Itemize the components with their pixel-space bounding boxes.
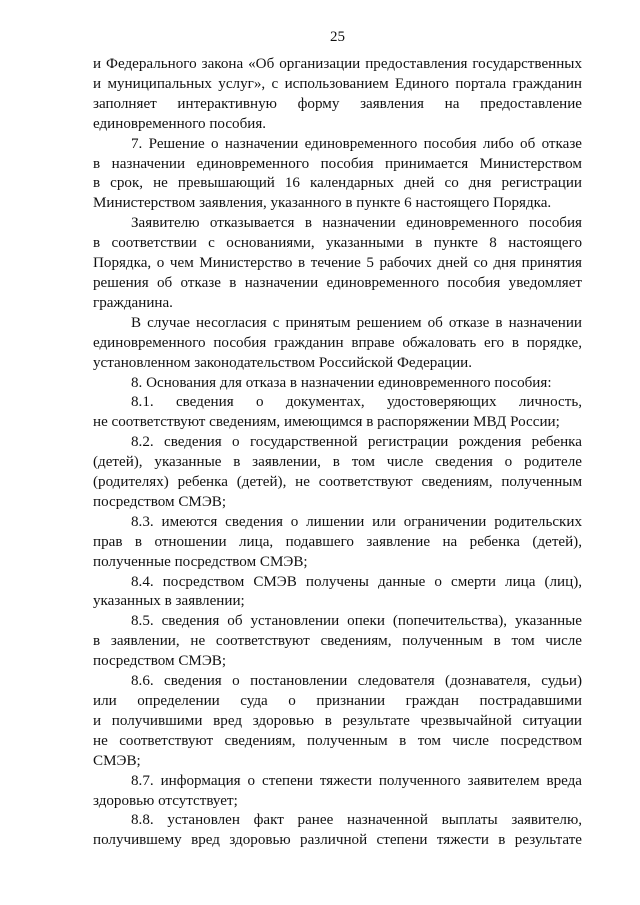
text-line: 7. Решение о назначении единовременного пособия либо об отказе: [131, 135, 582, 152]
text-line: полученные посредством СМЭВ;: [93, 553, 308, 570]
text-line: получившему вред здоровью различной степени тяжести в результате: [93, 832, 582, 849]
text-line: указанных в заявлении;: [93, 593, 245, 610]
text-line: (родителях) ребенка (детей), не соответствуют сведениям, полученным: [93, 474, 582, 491]
text-line: 8.2. сведения о государственной регистрации рождения ребенка: [131, 434, 582, 451]
text-line: решения об отказе в назначении единовременного пособия уведомляет: [93, 274, 582, 291]
text-line: В случае несогласия с принятым решением об отказе в назначении: [131, 314, 582, 331]
text-line: или определении суда о признании граждан пострадавшими: [93, 693, 582, 709]
text-line: посредством СМЭВ;: [93, 653, 227, 670]
text-line: 8.8. установлен факт ранее назначенной выплаты заявителю,: [131, 812, 582, 829]
paragraph: [93, 811, 582, 851]
text-line: не соответствуют сведениям, полученным в том числе посредством: [93, 732, 582, 749]
text-line: установленном законодательством Российской Федерации.: [93, 354, 473, 371]
paragraph: [93, 612, 582, 672]
paragraph: [93, 135, 582, 215]
text-line: и получившими вред здоровью в результате чрезвычайной ситуации: [93, 712, 582, 729]
paragraph: [93, 433, 582, 513]
text-line: 8.1. сведения о документах, удостоверяющих личность,: [131, 394, 582, 411]
text-line: (детей), указанные в заявлении, в том числе сведения о родителе: [93, 454, 582, 471]
text-line: Заявителю отказывается в назначении единовременного пособия: [131, 215, 582, 232]
text-line: 8. Основания для отказа в назначении единовременного пособия:: [131, 374, 552, 391]
text-line: прав в отношении лица, подавшего заявление на ребенка (детей),: [93, 533, 582, 550]
text-line: в срок, не превышающий 16 календарных дней со дня регистрации: [93, 175, 582, 192]
paragraph: [93, 214, 582, 314]
text-line: в соответствии с основаниями, указанными в пункте 8 настоящего: [93, 235, 582, 252]
paragraph: [93, 672, 582, 772]
text-line: не соответствуют сведениям, имеющимся в распоряжении МВД России;: [93, 414, 560, 431]
text-line: 8.7. информация о степени тяжести полученного заявителем вреда: [131, 772, 582, 789]
paragraph: [93, 513, 582, 573]
paragraph: [93, 772, 582, 812]
text-line: 8.5. сведения об установлении опеки (попечительства), указанные: [131, 613, 582, 630]
paragraph: [93, 314, 582, 374]
text-line: 8.4. посредством СМЭВ получены данные о смерти лица (лиц),: [131, 573, 582, 590]
text-line: в назначении единовременного пособия принимается Министерством: [93, 155, 582, 172]
paragraph: [93, 393, 582, 433]
paragraph: [93, 573, 582, 613]
text-line: Министерством заявления, указанного в пункте 6 настоящего Порядка.: [93, 195, 552, 212]
text-line: гражданина.: [93, 294, 173, 311]
page-number: 25: [330, 29, 345, 45]
text-line: посредством СМЭВ;: [93, 493, 227, 510]
text-line: СМЭВ;: [93, 752, 141, 769]
text-line: единовременного пособия.: [93, 115, 267, 132]
document-body: [93, 55, 582, 851]
text-line: здоровью отсутствует;: [93, 792, 238, 809]
text-line: единовременного пособия гражданин вправе обжаловать его в порядке,: [93, 334, 582, 351]
text-line: Порядка, о чем Министерство в течение 5 рабочих дней со дня принятия: [93, 255, 582, 272]
text-line: и муниципальных услуг», с использованием Единого портала гражданин: [93, 75, 582, 92]
text-line: 8.3. имеются сведения о лишении или ограничении родительских: [131, 513, 582, 530]
text-line: 8.6. сведения о постановлении следователя (дознавателя, судьи): [131, 673, 582, 690]
text-line: заполняет интерактивную форму заявления на предоставление: [93, 95, 582, 112]
paragraph: [93, 374, 582, 394]
text-line: и Федерального закона «Об организации предоставления государственных: [93, 56, 582, 72]
paragraph: [93, 55, 582, 135]
text-line: в заявлении, не соответствуют сведениям, полученным в том числе: [93, 633, 582, 650]
